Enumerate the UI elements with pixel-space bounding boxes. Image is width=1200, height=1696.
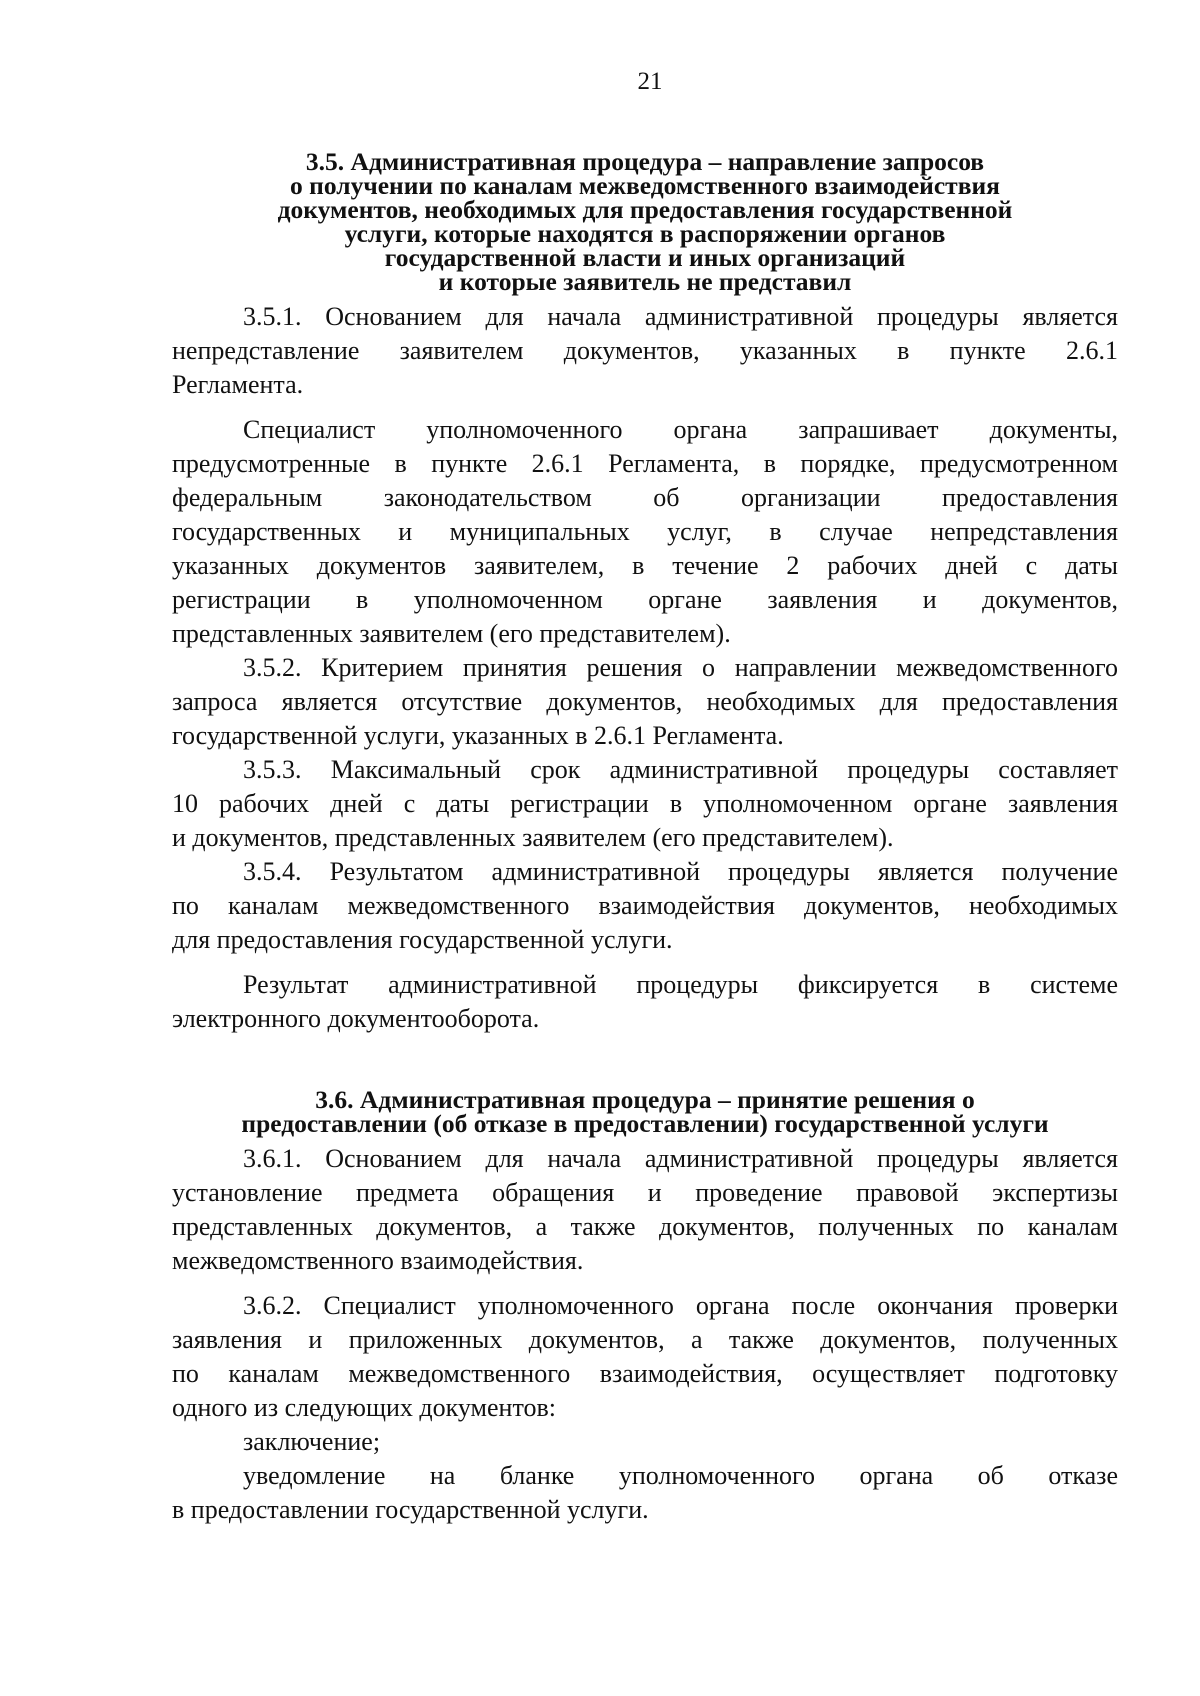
paragraph-3-5-4 (172, 855, 1118, 957)
text-line: для предоставления государственной услуги. (172, 925, 673, 954)
text-line: в предоставлении государственной услуги. (172, 1495, 649, 1524)
text-line: заключение; (243, 1427, 381, 1456)
section-3-5-heading (172, 147, 1118, 296)
text-line: предусмотренные в пункте 2.6.1 Регламента, в порядке, предусмотренном (172, 449, 1118, 478)
text-line: 10 рабочих дней с даты регистрации в уполномоченном органе заявления (172, 789, 1118, 818)
text-line: 3.6.2. Специалист уполномоченного органа после окончания проверки (243, 1291, 1118, 1320)
text-line: 3.6.1. Основанием для начала административной процедуры является (243, 1144, 1118, 1173)
heading-line: о получении по каналам межведомственного взаимодействия (290, 171, 1000, 200)
heading-line: документов, необходимых для предоставления государственной (277, 195, 1013, 224)
text-line: по каналам межведомственного взаимодействия документов, необходимых (172, 891, 1118, 920)
heading-line: предоставлении (об отказе в предоставлении) государственной услуги (241, 1109, 1049, 1138)
page-number: 21 (637, 68, 663, 95)
heading-line: 3.5. Административная процедура – направление запросов (305, 147, 985, 176)
paragraph-3-6-1 (172, 1142, 1118, 1278)
paragraph-result-fixation (172, 968, 1118, 1036)
text-line: одного из следующих документов: (172, 1393, 556, 1422)
text-line: 3.5.3. Максимальный срок административной процедуры составляет (243, 755, 1118, 784)
text-line: государственной услуги, указанных в 2.6.1 Регламента. (172, 721, 784, 750)
text-line: заявления и приложенных документов, а также документов, полученных (172, 1325, 1118, 1354)
text-line: и документов, представленных заявителем (его представителем). (172, 823, 894, 852)
text-line: представленных документов, а также документов, полученных по каналам (172, 1212, 1118, 1241)
text-line: Регламента. (172, 370, 304, 399)
paragraph-3-5-1 (172, 300, 1118, 402)
text-line: Результат административной процедуры фиксируется в системе (243, 970, 1118, 999)
text-line: установление предмета обращения и проведение правовой экспертизы (172, 1178, 1118, 1207)
text-line: государственных и муниципальных услуг, в случае непредставления (172, 517, 1118, 546)
paragraph-3-5-3 (172, 753, 1118, 855)
section-3-6-heading (172, 1085, 1118, 1138)
text-line: федеральным законодательством об организации предоставления (172, 483, 1118, 512)
heading-line: услуги, которые находятся в распоряжении органов (344, 219, 946, 248)
text-line: регистрации в уполномоченном органе заявления и документов, (172, 585, 1118, 614)
text-line: по каналам межведомственного взаимодействия, осуществляет подготовку (172, 1359, 1118, 1388)
heading-line: государственной власти и иных организаций (384, 243, 906, 272)
text-line: уведомление на бланке уполномоченного органа об отказе (243, 1461, 1118, 1490)
text-line: 3.5.2. Критерием принятия решения о направлении межведомственного (243, 653, 1118, 682)
paragraph-3-5-2 (172, 651, 1118, 753)
paragraph-specialist-request (172, 413, 1118, 651)
text-line: запроса является отсутствие документов, необходимых для предоставления (172, 687, 1118, 716)
paragraph-3-6-2 (172, 1289, 1118, 1425)
paragraph-list-notice (172, 1459, 1118, 1527)
text-line: указанных документов заявителем, в течение 2 рабочих дней с даты (172, 551, 1118, 580)
text-line: электронного документооборота. (172, 1004, 540, 1033)
text-line: Специалист уполномоченного органа запрашивает документы, (243, 415, 1118, 444)
text-line: представленных заявителем (его представителем). (172, 619, 731, 648)
heading-line: и которые заявитель не представил (438, 267, 852, 296)
text-line: 3.5.4. Результатом административной процедуры является получение (243, 857, 1118, 886)
document-body (172, 147, 1118, 1527)
text-line: непредставление заявителем документов, указанных в пункте 2.6.1 (172, 336, 1118, 365)
heading-line: 3.6. Административная процедура – принятие решения о (315, 1085, 975, 1114)
text-line: 3.5.1. Основанием для начала административной процедуры является (243, 302, 1118, 331)
paragraph-list-conclusion (172, 1425, 1118, 1459)
text-line: межведомственного взаимодействия. (172, 1246, 584, 1275)
